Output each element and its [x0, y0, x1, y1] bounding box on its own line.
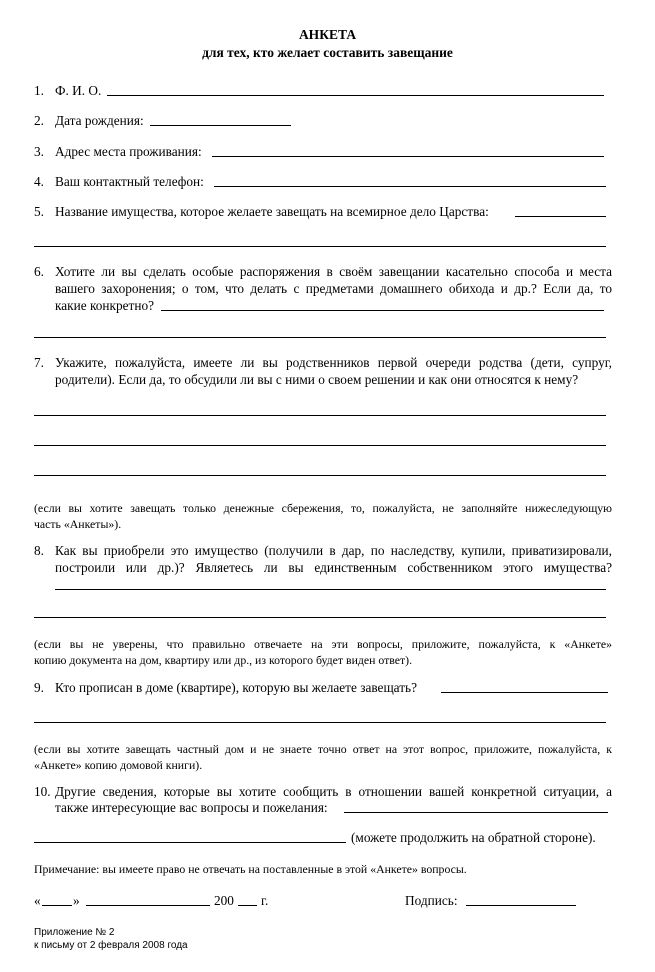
q6-text-line-3: какие конкретно? — [55, 298, 154, 313]
q10-text-line-1: Другие сведения, которые вы хотите сообщить в отношении вашей конкретной ситуации, а — [55, 784, 612, 799]
q9-answer-line[interactable] — [441, 692, 608, 693]
appendix-line-1: Приложение № 2 — [34, 927, 115, 938]
q3-answer-line[interactable] — [212, 156, 604, 157]
q10-number: 10. — [34, 784, 51, 799]
q8-text-line-2: построили или др.)? Являетесь ли вы единственным собственником этого имущества? — [55, 560, 612, 575]
q2-answer-line[interactable] — [150, 125, 291, 126]
q4-answer-line[interactable] — [214, 186, 606, 187]
q6-number: 6. — [34, 264, 44, 279]
note-1-line-1: (если вы хотите завещать только денежные сбережения, то, пожалуйста, не заполняйте нижеследующую — [34, 501, 612, 515]
q4-number: 4. — [34, 174, 44, 189]
q1-label: Ф. И. О. — [55, 83, 102, 98]
q7-answer-line-2[interactable] — [34, 445, 606, 446]
q7-answer-line-3[interactable] — [34, 475, 606, 476]
date-year-line[interactable] — [238, 905, 257, 906]
q4-label: Ваш контактный телефон: — [55, 174, 204, 189]
q9-answer-line-2[interactable] — [34, 722, 606, 723]
q5-number: 5. — [34, 204, 44, 219]
appendix-line-2: к письму от 2 февраля 2008 года — [34, 940, 188, 951]
q7-text-line-1: Укажите, пожалуйста, имеете ли вы родственников первой очереди родства (дети, супруг, — [55, 355, 612, 370]
signature-line[interactable] — [466, 905, 576, 906]
note-3-line-1: (если вы хотите завещать частный дом и не знаете точно ответ на этот вопрос, приложите, пожалуйста, к — [34, 742, 612, 756]
q3-number: 3. — [34, 144, 44, 159]
note-3-line-2: «Анкете» копию домовой книги). — [34, 758, 203, 772]
q6-answer-line[interactable] — [161, 310, 604, 311]
q8-number: 8. — [34, 543, 44, 558]
q6-answer-line-2[interactable] — [34, 337, 606, 338]
date-year-prefix: 200 — [214, 893, 234, 908]
q6-text-line-2: вашего захоронения; о том, что делать с предметами домашнего обихода и др.? Если да, то — [55, 281, 612, 296]
page-subtitle: для тех, кто желает составить завещание — [202, 45, 453, 60]
q10-text-line-2: также интересующие вас вопросы и пожелания: — [55, 800, 328, 815]
date-day-line[interactable] — [42, 905, 72, 906]
q9-number: 9. — [34, 680, 44, 695]
q8-text-line-1: Как вы приобрели это имущество (получили в дар, по наследству, купили, приватизировали, — [55, 543, 612, 558]
q8-answer-line-2[interactable] — [34, 617, 606, 618]
date-close-quote: » — [73, 893, 80, 908]
q1-answer-line[interactable] — [107, 95, 604, 96]
q8-answer-line[interactable] — [55, 589, 606, 590]
q7-text-line-2: родители). Если да, то обсудили ли вы с ними о своем решении и как они относятся к нему? — [55, 372, 579, 387]
q6-text-line-1: Хотите ли вы сделать особые распоряжения в своём завещании касательно способа и места — [55, 264, 612, 279]
q7-answer-line-1[interactable] — [34, 415, 606, 416]
date-open-quote: « — [34, 893, 41, 908]
note-1-line-2: часть «Анкеты»). — [34, 517, 122, 531]
q10-answer-line-2[interactable] — [34, 842, 346, 843]
q10-answer-line[interactable] — [344, 812, 608, 813]
signature-label: Подпись: — [405, 893, 458, 908]
q9-label: Кто прописан в доме (квартире), которую вы желаете завещать? — [55, 680, 418, 695]
q7-number: 7. — [34, 355, 44, 370]
note-2-line-1: (если вы не уверены, что правильно отвечаете на эти вопросы, приложите, пожалуйста, к «Анкете» — [34, 637, 612, 651]
q5-label: Название имущества, которое желаете завещать на всемирное дело Царства: — [55, 204, 489, 219]
q5-answer-line-2[interactable] — [34, 246, 606, 247]
q2-number: 2. — [34, 113, 44, 128]
date-month-line[interactable] — [86, 905, 210, 906]
remark: Примечание: вы имеете право не отвечать на поставленные в этой «Анкете» вопросы. — [34, 862, 467, 876]
note-2-line-2: копию документа на дом, квартиру или др., из которого будет виден ответ). — [34, 653, 413, 667]
date-year-suffix: г. — [261, 893, 269, 908]
q3-label: Адрес места проживания: — [55, 144, 202, 159]
q1-number: 1. — [34, 83, 44, 98]
page-title: АНКЕТА — [298, 27, 357, 42]
q2-label: Дата рождения: — [55, 113, 144, 128]
q5-answer-line[interactable] — [515, 216, 606, 217]
continue-note: (можете продолжить на обратной стороне). — [351, 830, 596, 845]
